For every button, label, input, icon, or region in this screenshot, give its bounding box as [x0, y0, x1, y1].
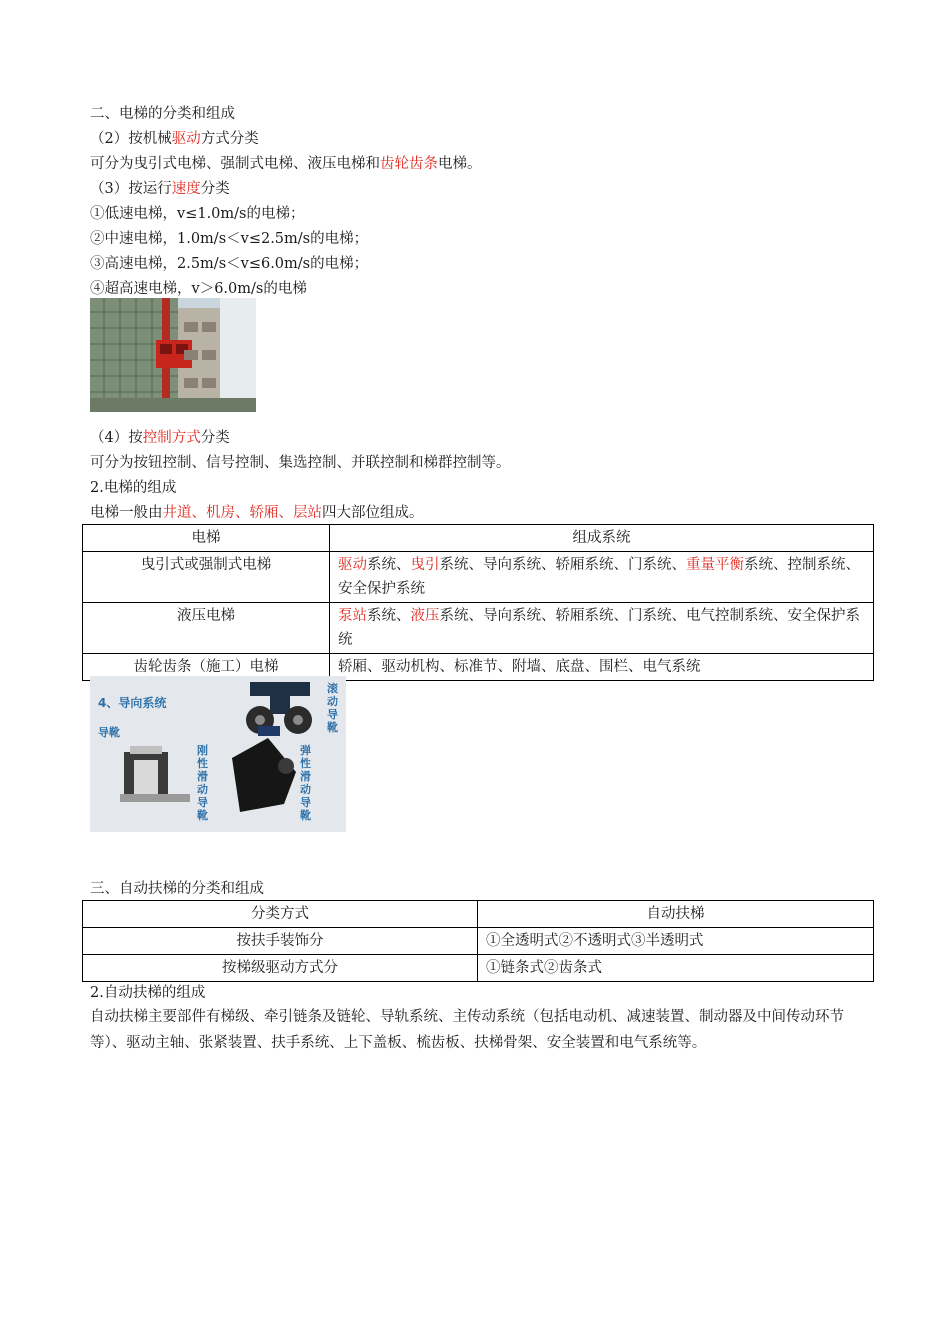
elevator-systems-cell: 驱动系统、曳引系统、导向系统、轿厢系统、门系统、重量平衡系统、控制系统、安全保护系统	[330, 552, 874, 603]
control-class-desc: 可分为按钮控制、信号控制、集选控制、并联控制和梯群控制等。	[90, 455, 511, 471]
table-header-cell: 组成系统	[330, 525, 874, 552]
table-header-row	[83, 525, 874, 552]
table-header-cell: 自动扶梯	[478, 901, 874, 928]
guide-system-image	[90, 676, 346, 832]
elevator-type-cell: 液压电梯	[83, 603, 330, 654]
elevator-type-cell: 齿轮齿条（施工）电梯	[83, 654, 330, 681]
elevator-composition-desc: 电梯一般由井道、机房、轿厢、层站四大部位组成。	[90, 505, 424, 521]
table-header-cell: 电梯	[83, 525, 330, 552]
drive-class-desc: 可分为曳引式电梯、强制式电梯、液压电梯和齿轮齿条电梯。	[90, 156, 482, 172]
guide-shoe-label: 导靴	[98, 726, 120, 739]
table-row	[83, 955, 874, 982]
elevator-type-cell: 曳引式或强制式电梯	[83, 552, 330, 603]
rigid-sliding-guide-shoe-label: 刚性滑动导靴	[197, 744, 208, 822]
control-class-title: （4）按控制方式分类	[90, 430, 230, 446]
speed-item: ②中速电梯，1.0m/s＜v≤2.5m/s的电梯；	[90, 231, 369, 247]
escalator-heading: 三、自动扶梯的分类和组成	[90, 881, 264, 897]
elevator-composition-table	[82, 524, 874, 681]
table-header-cell: 分类方式	[83, 901, 478, 928]
table-header-row	[83, 901, 874, 928]
elevator-systems-cell: 泵站系统、液压系统、导向系统、轿厢系统、门系统、电气控制系统、安全保护系统	[330, 603, 874, 654]
speed-item: ①低速电梯，v≤1.0m/s的电梯；	[90, 206, 305, 222]
drive-class-title: （2）按机械驱动方式分类	[90, 131, 259, 147]
section-heading: 二、电梯的分类和组成	[90, 106, 235, 122]
speed-class-title: （3）按运行速度分类	[90, 181, 230, 197]
elastic-sliding-guide-shoe-label: 弹性滑动导靴	[300, 744, 311, 822]
table-row	[83, 603, 874, 654]
table-row	[83, 552, 874, 603]
rolling-guide-shoe-label: 滚动导靴	[327, 682, 338, 734]
escalator-type-cell: ①链条式②齿条式	[478, 955, 874, 982]
speed-item: ④超高速电梯，v＞6.0m/s的电梯	[90, 281, 307, 297]
elevator-systems-cell: 轿厢、驱动机构、标准节、附墙、底盘、围栏、电气系统	[330, 654, 874, 681]
classification-method-cell: 按梯级驱动方式分	[83, 955, 478, 982]
construction-elevator-photo	[90, 298, 256, 412]
guide-system-title: 4、导向系统	[98, 696, 167, 710]
classification-method-cell: 按扶手装饰分	[83, 928, 478, 955]
escalator-composition-desc: 自动扶梯主要部件有梯级、牵引链条及链轮、导轨系统、主传动系统（包括电动机、减速装置、制动器及中间传动环节等）、驱动主轴、张紧装置、扶手系统、上下盖板、梳齿板、扶梯骨架、安全装置和电气系统等。	[90, 1009, 844, 1051]
escalator-composition-heading: 2.自动扶梯的组成	[90, 985, 206, 1001]
escalator-classification-table	[82, 900, 874, 982]
speed-item: ③高速电梯，2.5m/s＜v≤6.0m/s的电梯；	[90, 256, 369, 272]
table-row	[83, 928, 874, 955]
escalator-type-cell: ①全透明式②不透明式③半透明式	[478, 928, 874, 955]
elevator-composition-heading: 2.电梯的组成	[90, 480, 177, 496]
